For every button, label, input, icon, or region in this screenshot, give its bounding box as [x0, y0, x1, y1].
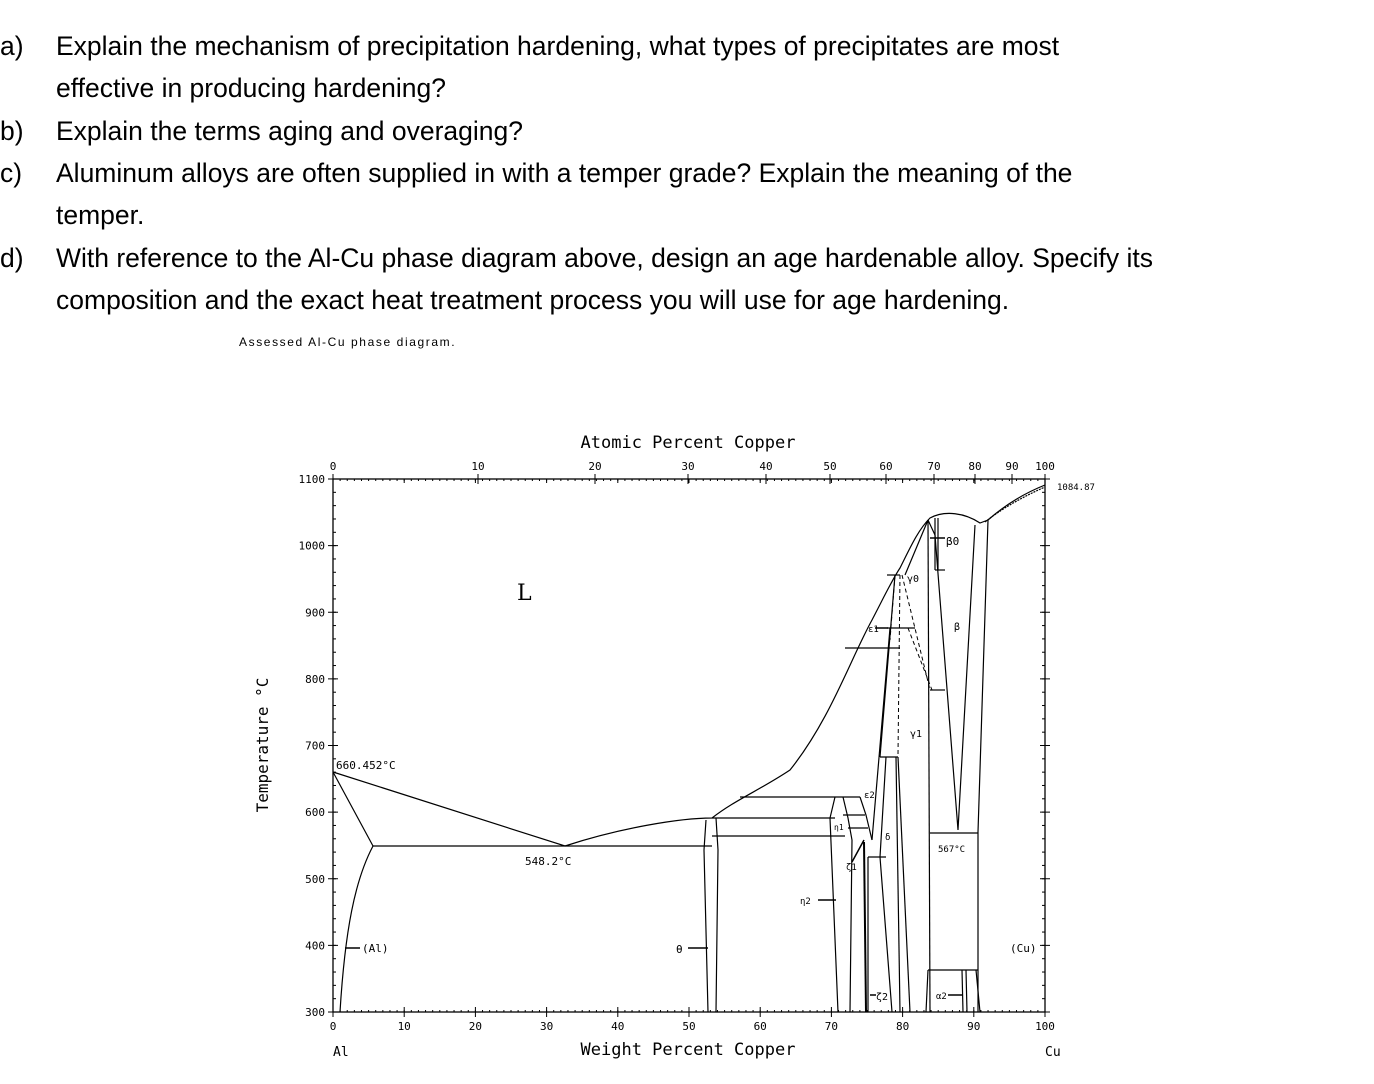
bottom-tick-label: 0: [329, 1020, 337, 1033]
phase-arrows: [345, 538, 962, 995]
temp-tick-label: 600: [305, 806, 325, 820]
question-label: a): [0, 31, 24, 61]
bottom-tick-label: 20: [468, 1020, 483, 1033]
beta-label: β: [954, 622, 961, 633]
temp-tick-label: 900: [305, 606, 325, 620]
bottom-axis-title: Weight Percent Copper: [580, 1040, 796, 1060]
eta2-label: η2: [800, 897, 811, 907]
question-text-line: Explain the mechanism of precipitation hardening, what types of precipitates are most: [56, 31, 1060, 61]
alpha2-label: α2: [936, 992, 947, 1002]
al-melting-label: 660.452°C: [336, 759, 396, 772]
question-text-line: With reference to the Al-Cu phase diagram above, design an age hardenable alloy. Specify its: [56, 243, 1153, 273]
cu-melting-label: 1084.87: [1057, 483, 1095, 493]
al-phase-label: (Al): [362, 942, 389, 955]
temp-tick-label: 1100: [298, 473, 325, 486]
question-label: d): [0, 243, 24, 273]
zeta1-label: ζ1: [846, 863, 857, 873]
question-text-line: effective in producing hardening?: [56, 73, 446, 104]
cu-phase-label: (Cu): [1010, 942, 1037, 955]
top-tick-label: 60: [879, 460, 893, 473]
top-tick-label: 0: [329, 460, 337, 473]
bottom-tick-label: 100: [1035, 1020, 1055, 1033]
top-tick-label: 90: [1005, 460, 1019, 473]
question-label: b): [0, 116, 24, 146]
al-element-label: Al: [333, 1045, 349, 1060]
temp-tick-label: 700: [305, 739, 325, 753]
bottom-tick-label: 50: [682, 1020, 696, 1033]
gamma1-label: γ1: [910, 729, 923, 740]
metastable-boundaries: [890, 575, 932, 755]
question-text-line: Explain the terms aging and overaging?: [56, 116, 523, 146]
epsilon1-label: ε1: [868, 625, 879, 635]
bottom-tick-label: 40: [611, 1020, 625, 1033]
question-text-line: Aluminum alloys are often supplied in with a temper grade? Explain the meaning of the: [56, 158, 1073, 188]
epsilon2-label: ε2: [864, 791, 875, 801]
top-tick-label: 40: [759, 460, 773, 473]
question-label: c): [0, 158, 23, 188]
top-axis-title: Atomic Percent Copper: [580, 433, 796, 453]
bottom-tick-label: 90: [967, 1020, 981, 1033]
top-tick-label: 30: [681, 460, 695, 473]
temp-tick-label: 400: [305, 939, 325, 953]
zeta2-label: ζ2: [876, 992, 889, 1003]
cu-element-label: Cu: [1045, 1045, 1061, 1060]
question-text-line: composition and the exact heat treatment process you will use for age hardening.: [56, 285, 1010, 316]
beta0-label: β0: [946, 535, 960, 548]
bottom-tick-label: 70: [824, 1020, 839, 1033]
top-tick-label: 70: [927, 460, 941, 473]
eta1-label: η1: [834, 823, 844, 832]
top-tick-label: 100: [1035, 460, 1055, 473]
temp-tick-label: 500: [305, 872, 325, 886]
top-tick-label: 10: [471, 460, 485, 473]
bottom-tick-label: 80: [895, 1020, 910, 1033]
delta-label: δ: [885, 833, 891, 843]
y-axis-title: Temperature °C: [253, 677, 272, 813]
gamma0-label: γ0: [907, 574, 920, 585]
top-tick-label: 80: [968, 460, 982, 473]
temp-tick-label: 300: [305, 1006, 325, 1019]
bottom-tick-label: 10: [397, 1020, 411, 1033]
eutectic-label: 548.2°C: [525, 855, 572, 868]
theta-label: θ: [676, 943, 683, 956]
question-text-line: temper.: [56, 200, 145, 231]
bottom-tick-label: 60: [753, 1020, 767, 1033]
phase-boundaries: [333, 485, 1045, 1012]
bottom-tick-label: 30: [539, 1020, 554, 1033]
top-tick-label: 20: [588, 460, 602, 473]
liquid-label: L: [517, 581, 532, 606]
eutectoid-label: 567°C: [938, 845, 966, 855]
temp-tick-label: 1000: [298, 539, 325, 553]
figure-caption: Assessed Al-Cu phase diagram.: [239, 335, 457, 349]
top-tick-label: 50: [823, 460, 837, 473]
temp-tick-label: 800: [305, 672, 325, 686]
